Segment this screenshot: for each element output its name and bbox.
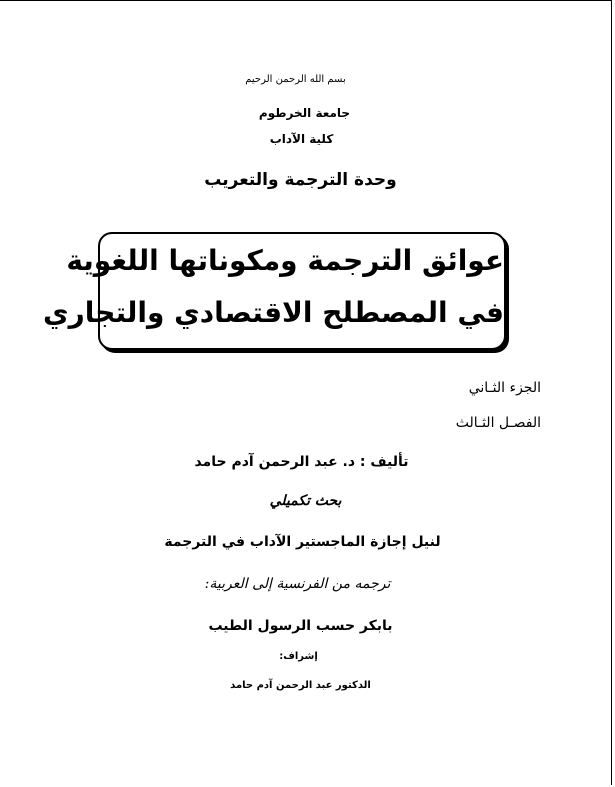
university-name: جامعة الخرطوم [258,106,351,120]
translator-name: بابكر حسب الرسول الطيب [208,618,393,634]
faculty-name: كلية الآداب [269,132,334,146]
title-line-1: عوائق الترجمة ومكوناتها اللغوية [66,244,504,277]
supervision-label: إشراف: [279,651,318,662]
supervisor-name: الدكتور عبد الرحمن آدم حامد [230,680,371,691]
chapter-label: الفصـل الثـالث [455,415,541,431]
author-line: تأليف : د. عبد الرحمن آدم حامد [194,454,409,470]
research-type: بحث تكميلي [269,493,342,509]
unit-name: وحدة الترجمة والتعريب [204,170,397,190]
translation-direction: ترجمه من الفرنسية إلى العربية: [204,576,391,592]
title-box [42,232,506,350]
part-label: الجزء الثـاني [468,380,541,396]
title-line-2: في المصطلح الاقتصادي والتجاري [42,296,504,329]
degree-line: لنيل إجازة الماجستير الآداب في الترجمة [164,534,441,550]
basmala: بسم الله الرحمن الرحيم [245,74,346,85]
